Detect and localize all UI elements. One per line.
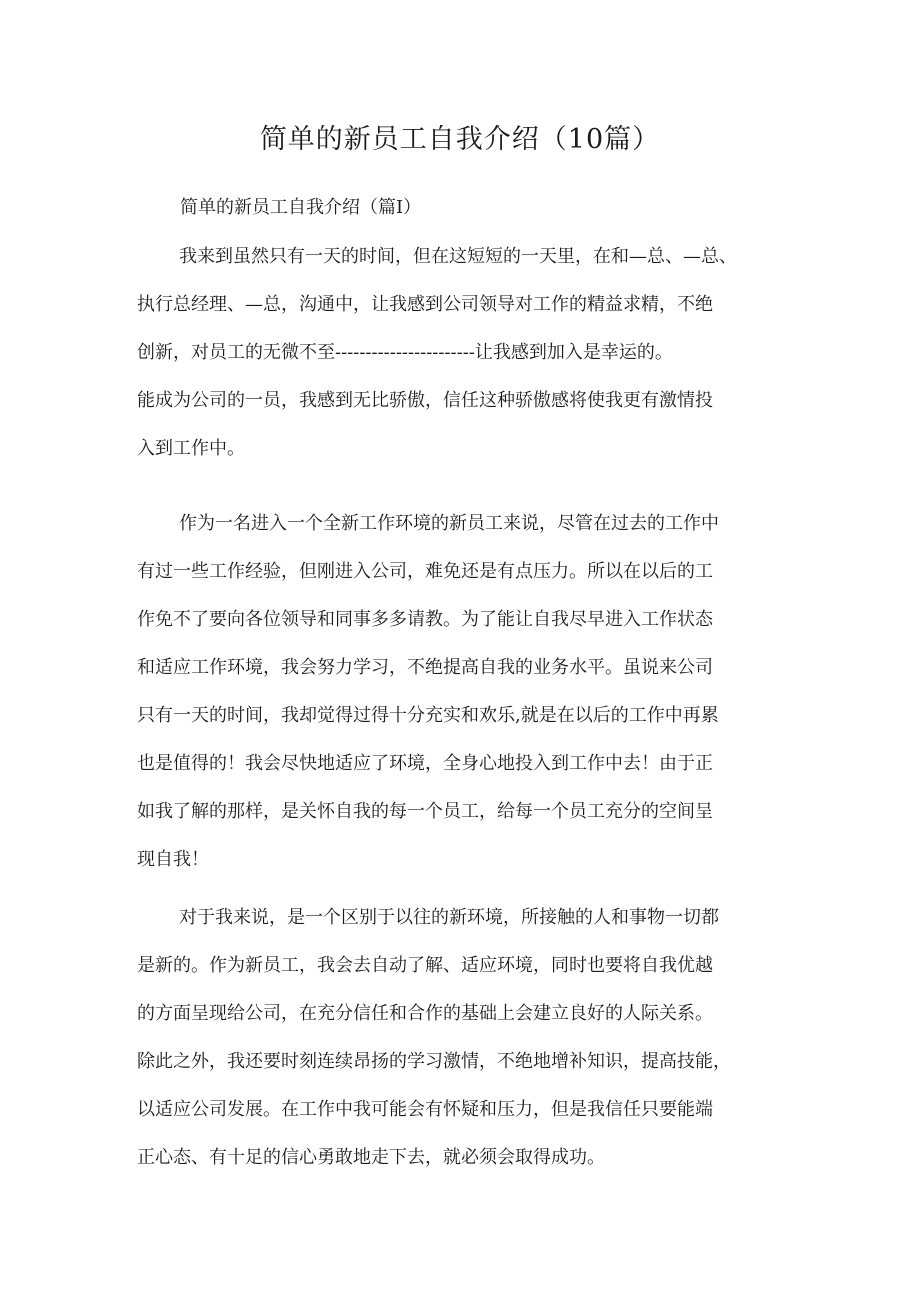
section-heading: 简单的新员工自我介绍（篇I） [180,197,422,218]
paragraph-line: 作为一名进入一个全新工作环境的新员工来说，尽管在过去的工作中 [179,513,719,534]
paragraph-line: 对于我来说，是一个区别于以往的新环境，所接触的人和事物一切都 [179,907,719,928]
paragraph-line: 如我了解的那样，是关怀自我的每一个员工，给每一个员工充分的空间呈 [137,801,713,822]
paragraph-line: 正心态、有十足的信心勇敢地走下去，就必须会取得成功。 [137,1147,605,1168]
paragraph-line: 现自我！ [137,849,209,870]
paragraph-line: 以适应公司发展。在工作中我可能会有怀疑和压力，但是我信任只要能端 [137,1099,713,1120]
paragraph-2 [137,500,797,884]
paragraph-line: 创新，对员工的无微不至-----------------------让我感到加入是幸运的。 [137,342,673,363]
paragraph-1 [137,233,797,473]
paragraph-3 [137,894,797,1182]
paragraph-line: 有过一些工作经验，但刚进入公司，难免还是有点压力。所以在以后的工 [137,561,713,582]
paragraph-line: 能成为公司的一员，我感到无比骄傲，信任这种骄傲感将使我更有激情投 [137,390,713,411]
paragraph-line: 入到工作中。 [137,438,245,459]
document-title: 简单的新员工自我介绍（10篇） [259,124,661,155]
paragraph-line: 也是值得的！我会尽快地适应了环境，全身心地投入到工作中去！由于正 [137,753,713,774]
paragraph-line: 作免不了要向各位领导和同事多多请教。为了能让自我尽早进入工作状态 [137,609,713,630]
paragraph-line: 的方面呈现给公司，在充分信任和合作的基础上会建立良好的人际关系。 [137,1003,713,1024]
paragraph-line: 是新的。作为新员工，我会去自动了解、适应环境，同时也要将自我优越 [137,955,713,976]
paragraph-line: 和适应工作环境，我会努力学习，不绝提高自我的业务水平。虽说来公司 [137,657,713,678]
paragraph-line: 执行总经理、—总，沟通中，让我感到公司领导对工作的精益求精，不绝 [137,294,713,315]
paragraph-line: 除此之外，我还要时刻连续昂扬的学习激情，不绝地增补知识，提高技能， [137,1051,731,1072]
paragraph-line: 我来到虽然只有一天的时间，但在这短短的一天里，在和—总、—总、 [179,246,737,267]
paragraph-line: 只有一天的时间，我却觉得过得十分充实和欢乐,就是在以后的工作中再累 [137,705,719,726]
